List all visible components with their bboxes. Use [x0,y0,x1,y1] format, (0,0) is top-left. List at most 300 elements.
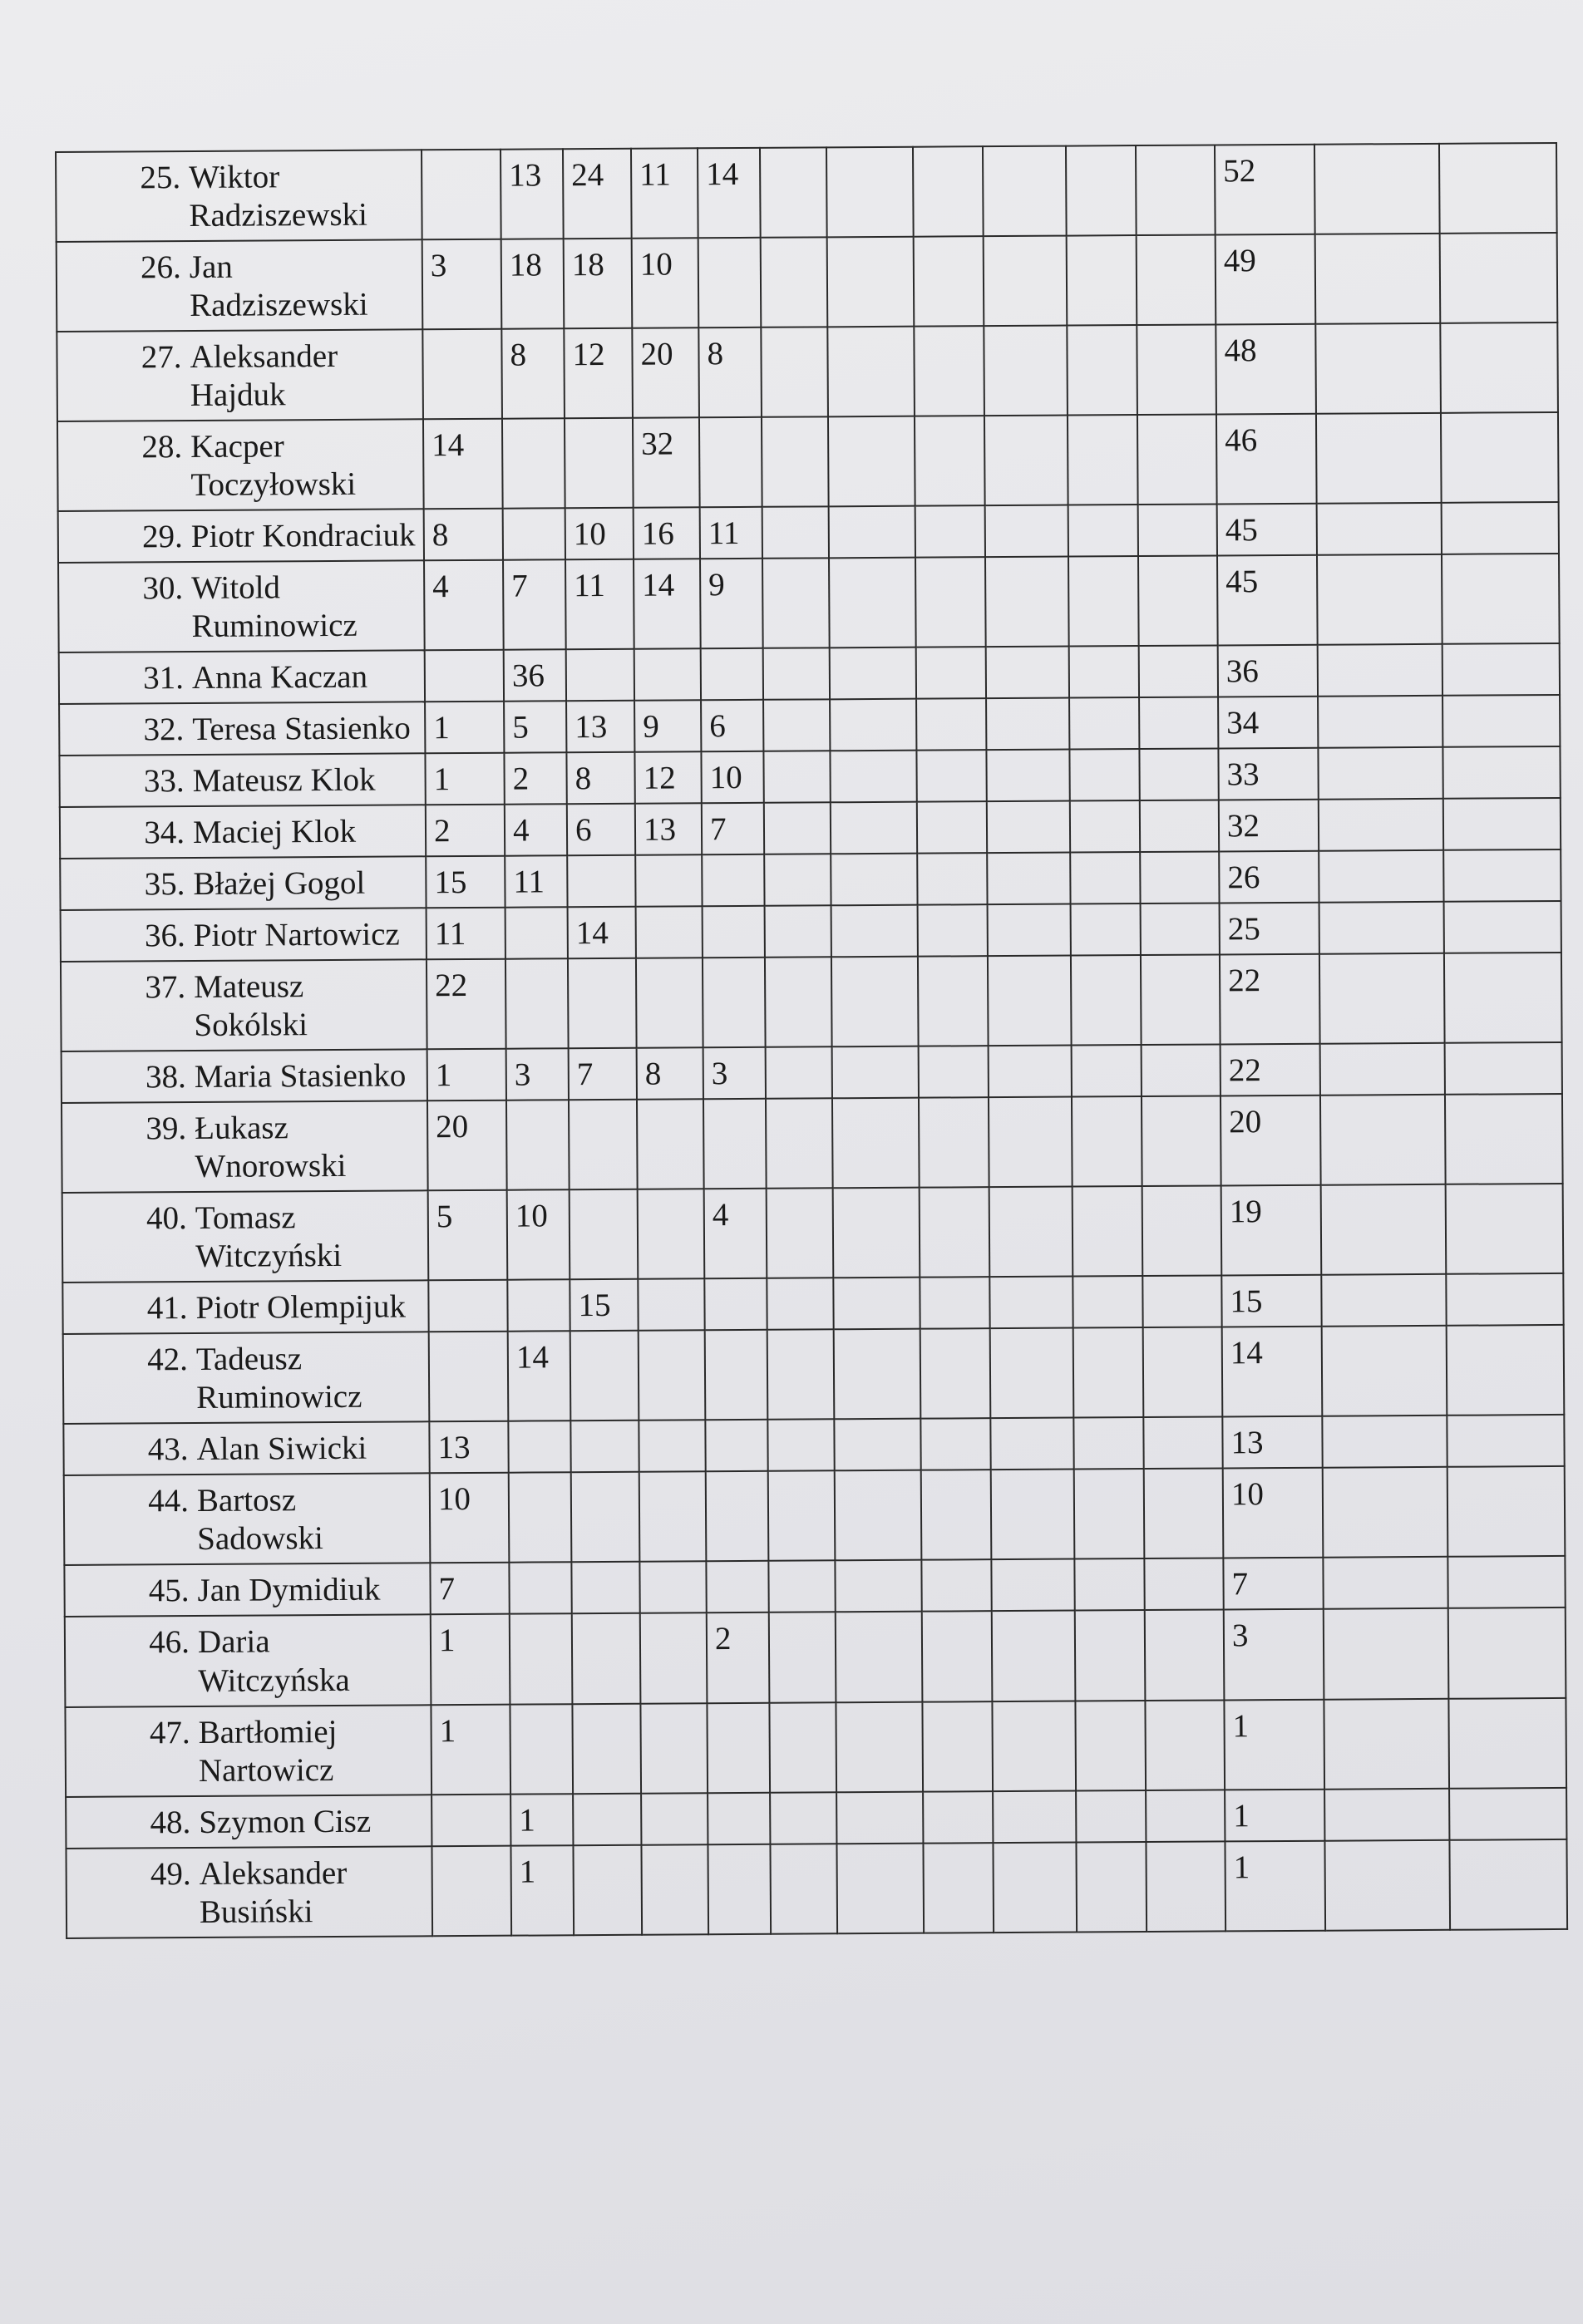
participant-cell [60,805,426,859]
score-cell: 24 [563,149,632,239]
score-cell: 10 [701,751,763,803]
score-cell [918,956,989,1046]
score-cell [918,904,988,957]
participant-cell [62,1281,428,1335]
score-cell [761,237,828,327]
score-cell [920,1329,991,1420]
score-cell [422,150,501,240]
participant-name: Łukasz Wnorowski [195,1110,347,1185]
participant-cell [61,908,427,963]
score-cell [1070,800,1140,853]
score-cell: 22 [427,959,506,1050]
participant-cell [57,419,424,511]
score-cell [922,1701,993,1792]
score-cell [987,801,1070,854]
score-cell [641,1793,708,1845]
score-cell: 2 [707,1613,770,1702]
extra-cell-a [1317,554,1442,645]
participant-cell [62,1050,427,1104]
score-cell [984,416,1068,506]
rank-number: 30. [142,570,184,607]
participant-name: Aleksander Busiński [199,1854,348,1930]
score-cell [503,508,565,559]
total-cell: 26 [1219,851,1319,904]
total-cell: 1 [1225,1840,1325,1931]
total-cell: 52 [1215,145,1315,235]
score-cell [506,1100,570,1190]
score-cell [767,1278,833,1331]
score-cell [769,1613,836,1703]
score-cell [1139,697,1218,750]
rank-number: 46. [149,1624,190,1661]
participant-name: Maciej Klok [192,814,357,851]
score-cell [832,1098,920,1189]
participant-name: Tomasz Witczyński [195,1199,343,1275]
score-cell [990,1418,1073,1470]
score-cell: 1 [425,702,504,754]
score-cell [1144,1469,1224,1559]
score-cell [767,1330,835,1420]
score-cell [573,1793,641,1845]
participant-cell [56,150,422,242]
score-cell [833,1188,920,1278]
score-cell [1146,1841,1225,1932]
score-cell [835,1560,921,1613]
extra-cell-a [1319,902,1444,954]
score-cell [1069,697,1139,750]
extra-cell-a [1316,413,1442,504]
score-cell [919,1097,989,1188]
extra-cell-a [1318,747,1442,800]
score-cell: 14 [634,559,701,649]
participant-cell [65,1615,432,1707]
extra-cell-a [1319,799,1443,851]
score-cell: 16 [634,507,700,559]
score-cell [1145,1700,1225,1790]
rank-number: 26. [140,249,181,286]
score-cell [764,854,831,907]
score-cell: 11 [700,507,762,559]
score-cell [916,698,986,751]
score-cell [509,1473,572,1563]
score-cell [510,1704,573,1794]
participant-cell [63,1332,430,1425]
table-row [65,1608,1566,1706]
score-cell [833,1278,920,1330]
score-cell: 1 [510,1845,574,1935]
total-cell: 45 [1217,555,1318,646]
score-cell [991,1470,1075,1560]
score-cell: 14 [423,419,503,510]
participant-name: Bartosz Sadowski [196,1482,324,1558]
score-cell [921,1560,991,1613]
score-cell [762,416,829,507]
score-cell [920,1188,990,1278]
score-cell [640,1703,708,1794]
score-cell [1145,1610,1225,1701]
score-cell [568,958,637,1049]
score-cell [986,698,1069,751]
table-row [59,695,1560,756]
participant-cell [58,509,424,563]
extra-cell-b [1442,643,1560,696]
rank-number: 27. [141,339,182,376]
participant-cell [63,1422,429,1476]
score-cell [1144,1558,1223,1611]
score-cell [570,1420,639,1473]
score-cell [1137,325,1216,416]
score-cell [432,1794,510,1846]
participant-cell [59,702,425,756]
score-cell [760,147,827,238]
score-cell [989,1277,1073,1329]
score-cell [1138,505,1217,557]
score-cell: 1 [510,1794,573,1845]
score-cell [638,1189,705,1280]
score-cell [708,1792,770,1844]
score-cell [1073,1327,1144,1418]
results-table [55,142,1568,1939]
table-row [62,1273,1563,1334]
score-cell [573,1844,642,1935]
score-cell [915,557,986,647]
extra-cell-a [1324,1608,1449,1699]
rank-number: 32. [143,711,185,748]
score-cell [989,1187,1073,1278]
table-row [60,798,1561,859]
score-cell: 3 [506,1049,569,1100]
table-row [66,1787,1566,1848]
score-cell: 20 [427,1100,507,1191]
total-cell: 36 [1218,645,1318,697]
extra-cell-b [1443,849,1561,902]
score-cell [1067,325,1137,416]
rank-number: 38. [145,1059,186,1096]
score-cell [505,959,569,1049]
extra-cell-a [1324,1698,1449,1789]
score-cell [990,1328,1074,1419]
score-cell: 18 [501,239,565,328]
extra-cell-a [1322,1326,1447,1416]
score-cell [984,236,1068,327]
score-cell [762,558,830,648]
table-row [59,746,1560,807]
extra-cell-b [1447,1325,1565,1416]
score-cell [704,1278,767,1330]
rank-number: 44. [148,1483,190,1519]
score-cell [1072,1045,1142,1097]
extra-cell-a [1319,953,1445,1044]
extra-cell-b [1442,746,1560,799]
score-cell: 2 [504,752,566,804]
total-cell: 19 [1221,1185,1322,1276]
score-cell [1068,415,1138,505]
score-cell [768,1471,836,1562]
score-cell [827,327,915,417]
extra-cell-b [1441,412,1559,503]
score-cell [1068,556,1139,647]
rank-number: 45. [148,1573,190,1609]
participant-cell [66,1846,432,1938]
score-cell [992,1701,1076,1791]
score-cell [836,1791,923,1844]
total-cell: 48 [1216,324,1316,415]
extra-cell-a [1319,850,1443,903]
score-cell [826,147,914,238]
extra-cell-a [1323,1467,1448,1558]
score-cell [703,1099,767,1189]
score-cell [916,750,986,802]
table-row [63,1415,1564,1475]
score-cell [1073,1186,1143,1277]
table-row [57,323,1558,421]
score-cell: 10 [632,238,699,328]
participant-cell [62,1191,429,1283]
score-cell [1069,646,1139,698]
score-cell [566,649,634,702]
score-cell [638,1279,704,1332]
extra-cell-a [1321,1184,1447,1275]
rank-number: 35. [144,866,185,903]
score-cell [639,1562,706,1614]
results-rows [56,143,1567,1938]
score-cell [637,1100,704,1190]
score-cell [502,418,565,508]
score-cell [641,1844,708,1935]
score-cell [698,238,762,327]
extra-cell-b [1444,953,1562,1043]
score-cell: 36 [504,649,566,701]
score-cell: 10 [507,1190,570,1280]
score-cell [572,1613,641,1704]
score-cell [1140,852,1219,904]
participant-name: Mateusz Sokólski [194,968,308,1044]
score-cell [1138,556,1218,647]
score-cell [1073,1417,1143,1470]
extra-cell-b [1442,554,1560,644]
extra-cell-a [1314,144,1440,234]
participant-name: Jan Radziszewski [189,249,368,324]
rank-number: 47. [149,1714,190,1750]
score-cell [993,1842,1077,1933]
participant-cell [59,753,425,807]
participant-name: Tadeusz Ruminowicz [195,1341,362,1416]
extra-cell-a [1320,1043,1445,1096]
score-cell [1137,235,1216,326]
score-cell [919,1046,989,1098]
score-cell: 13 [566,701,634,753]
table-row [56,143,1557,242]
participant-name: Piotr Olempijuk [195,1288,407,1327]
extra-cell-a [1324,1788,1449,1840]
rank-number: 34. [144,815,185,851]
extra-cell-b [1445,1094,1563,1184]
score-cell [428,1280,507,1332]
score-cell [923,1791,993,1844]
extra-cell-a [1315,234,1441,324]
score-cell [1139,646,1218,698]
participant-name: Szymon Cisz [199,1803,372,1840]
rank-number: 48. [150,1804,191,1840]
score-cell: 8 [698,327,762,417]
score-cell: 5 [428,1190,508,1281]
score-cell [831,802,917,854]
score-cell [1141,955,1221,1046]
score-cell [570,1189,639,1280]
score-cell: 8 [501,328,565,418]
table-row [62,1042,1562,1103]
extra-cell-a [1320,1095,1446,1185]
score-cell [640,1613,708,1704]
total-cell: 49 [1216,234,1316,325]
rank-number: 29. [141,519,183,555]
total-cell: 7 [1223,1558,1323,1610]
score-cell [707,1702,770,1792]
score-cell [1142,1276,1221,1328]
score-cell [639,1331,706,1421]
score-cell: 8 [424,509,503,561]
score-cell [507,1280,570,1332]
total-cell: 45 [1217,504,1317,556]
score-cell [1142,1045,1221,1097]
score-cell [984,326,1068,416]
rank-number: 37. [145,969,186,1006]
score-cell [1071,904,1141,956]
score-cell [1069,749,1139,801]
score-cell: 7 [503,559,566,649]
score-cell: 11 [427,908,505,960]
score-cell: 4 [505,804,567,855]
score-cell [830,751,916,803]
score-cell [986,647,1069,699]
score-cell [988,904,1071,957]
score-cell [835,1470,922,1561]
score-cell [702,854,764,906]
extra-cell-b [1447,1556,1565,1608]
extra-cell-a [1323,1557,1447,1609]
score-cell [836,1843,924,1933]
score-sheet [55,142,1568,1939]
score-cell: 4 [704,1189,767,1278]
score-cell [830,647,916,700]
score-cell [505,908,568,959]
score-cell [921,1470,992,1561]
score-cell: 11 [505,855,567,907]
score-cell [920,1278,989,1330]
score-cell [1146,1790,1225,1842]
score-cell [917,801,987,854]
score-cell [983,146,1067,237]
participant-cell [61,960,427,1052]
table-row [66,1839,1567,1937]
participant-cell [60,857,426,911]
table-row [63,1325,1565,1424]
table-row [62,1184,1564,1283]
participant-name: Piotr Kondraciuk [190,517,416,555]
score-cell [1071,955,1142,1046]
score-cell [1074,1558,1144,1611]
score-cell [985,557,1069,647]
score-cell [761,327,828,417]
score-cell [831,854,917,906]
score-cell: 20 [632,327,699,418]
score-cell: 10 [565,508,634,560]
rank-number: 36. [144,918,185,954]
score-cell [1074,1469,1145,1559]
score-cell: 1 [431,1614,510,1705]
score-cell: 1 [427,1049,506,1101]
score-cell [992,1611,1076,1701]
score-cell [923,1843,994,1933]
participant-name: Błażej Gogol [193,864,366,903]
extra-cell-b [1440,233,1558,323]
total-cell: 15 [1221,1275,1321,1327]
score-cell [991,1559,1074,1612]
score-cell [987,853,1070,905]
score-cell [834,1419,920,1471]
score-cell [429,1332,509,1422]
rank-number: 40. [145,1200,187,1237]
table-row [61,953,1562,1051]
score-cell: 12 [634,751,701,804]
table-row [57,412,1559,511]
participant-name: Bartłomiej Nartowicz [198,1713,338,1789]
score-cell: 4 [424,560,504,651]
score-cell [831,957,919,1047]
participant-cell [64,1563,430,1617]
score-cell [762,506,829,559]
score-cell [1070,852,1140,904]
score-cell [705,1420,767,1471]
score-cell [708,1844,771,1933]
score-cell [763,700,830,752]
extra-cell-b [1448,1608,1566,1698]
score-cell [913,146,984,237]
extra-cell-b [1442,502,1559,554]
score-cell [985,505,1068,558]
score-cell: 15 [426,856,505,908]
score-cell [425,650,504,702]
participant-name: Mateusz Klok [192,761,376,800]
total-cell: 22 [1220,954,1320,1045]
rank-number: 28. [141,429,183,465]
score-cell [763,647,830,700]
total-cell: 46 [1216,414,1317,505]
table-row [64,1556,1565,1617]
extra-cell-b [1447,1415,1564,1467]
rank-number: 41. [146,1290,188,1327]
score-cell [639,1420,705,1473]
score-cell: 8 [637,1048,703,1100]
total-cell: 1 [1224,1699,1324,1790]
score-cell [767,1189,834,1279]
score-cell [767,1420,834,1472]
score-cell: 12 [564,328,633,419]
table-row [64,1466,1566,1565]
score-cell [422,329,502,420]
score-cell: 8 [566,752,634,805]
extra-cell-a [1322,1416,1447,1468]
score-cell: 1 [431,1704,510,1795]
table-row [58,554,1560,652]
score-cell [770,1792,836,1844]
total-cell: 34 [1218,697,1318,749]
score-cell [639,1472,707,1563]
score-cell [989,1097,1073,1188]
score-cell [836,1701,923,1792]
score-cell [986,750,1069,802]
score-cell [834,1329,921,1420]
